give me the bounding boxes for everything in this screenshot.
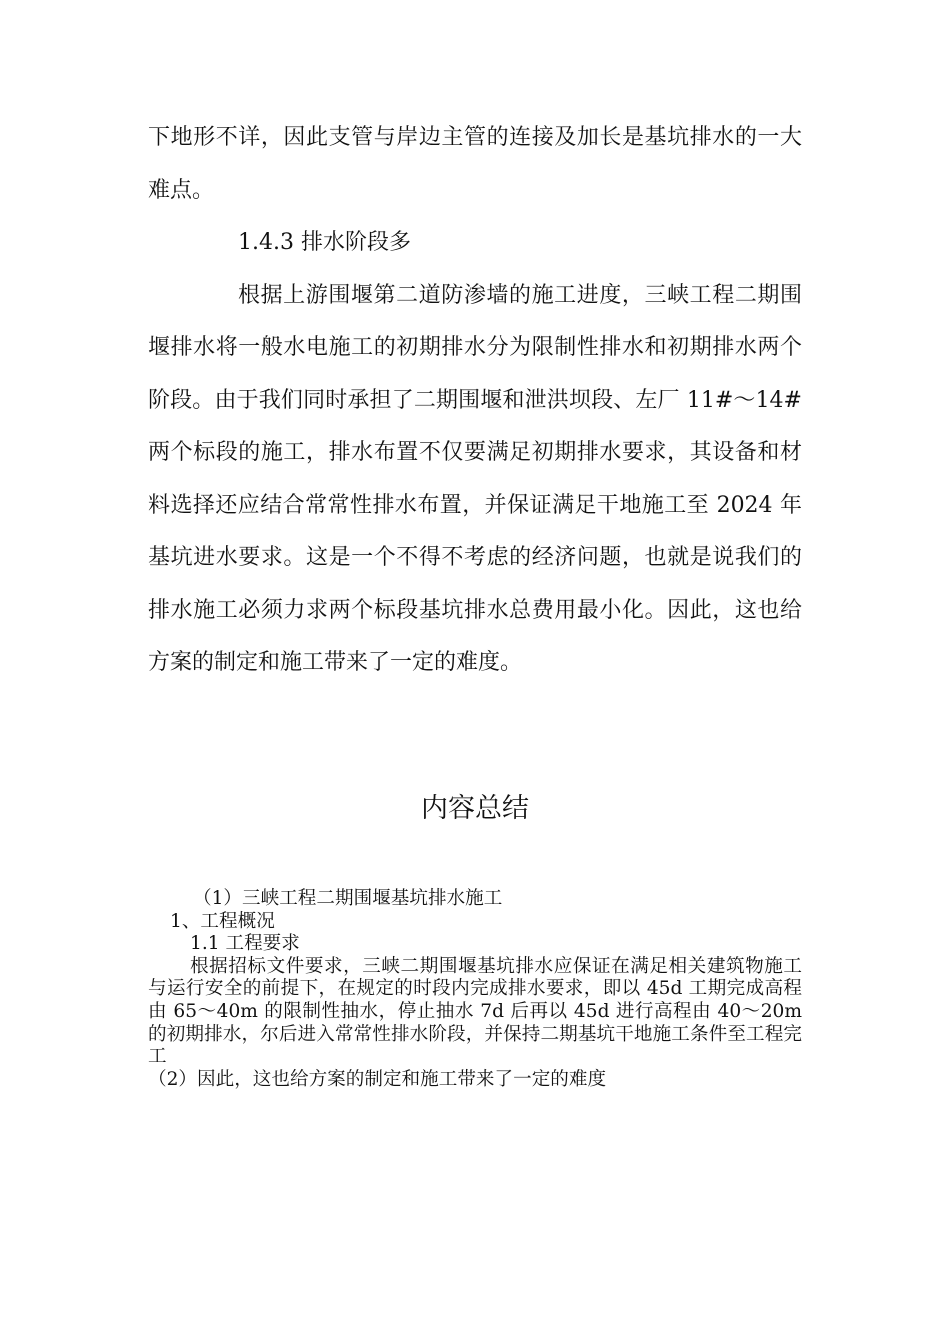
summary-block [148,888,802,1091]
summary-point-1: （1）三峡工程二期围堰基坑排水施工 [193,888,503,909]
main-text-block-stages [148,217,802,690]
paragraph-drainage-stages: 根据上游围堰第二道防渗墙的施工进度，三峡工程二期围堰排水将一般水电施工的初期排水分为限制性排水和初期排水两个阶段。由于我们同时承担了二期围堰和泄洪坝段、左厂 11#～14#两个标段的施工，排水布置不仅要满足初期排水要求，其设备和材料选择还应结合常常性排水布置，并保证满足干地施工至 2024 年基坑进水要求。这是一个不得不考虑的经济问题，也就是说我们的排水施工必须力求两个标段基坑排水总费用最小化。因此，这也给方案的制定和施工带来了一定的难度。 [148,282,802,675]
paragraph-continuation: 下地形不详，因此支管与岸边主管的连接及加长是基坑排水的一大难点。 [148,125,802,203]
summary-title: 内容总结 [421,793,529,824]
summary-subsection-1-1: 1.1 工程要求 [190,933,300,955]
main-text-block-top [148,112,802,217]
summary-point-2: （2）因此，这也给方案的制定和施工带来了一定的难度 [148,1068,607,1090]
summary-body-paragraph: 根据招标文件要求，三峡二期围堰基坑排水应保证在满足相关建筑物施工与运行安全的前提下，在规定的时段内完成排水要求，即以 45d 工期完成高程由 65～40m 的限制性抽水，停止抽水 7d 后再以 45d 进行高程由 40～20m 的初期排水，尔后进入常常性排水阶段，并保持二期基坑干地施工条件至工程完工 [148,955,802,1068]
section-heading-1-4-3: 1.4.3 排水阶段多 [238,230,411,255]
summary-section-1: 1、工程概况 [170,910,275,932]
